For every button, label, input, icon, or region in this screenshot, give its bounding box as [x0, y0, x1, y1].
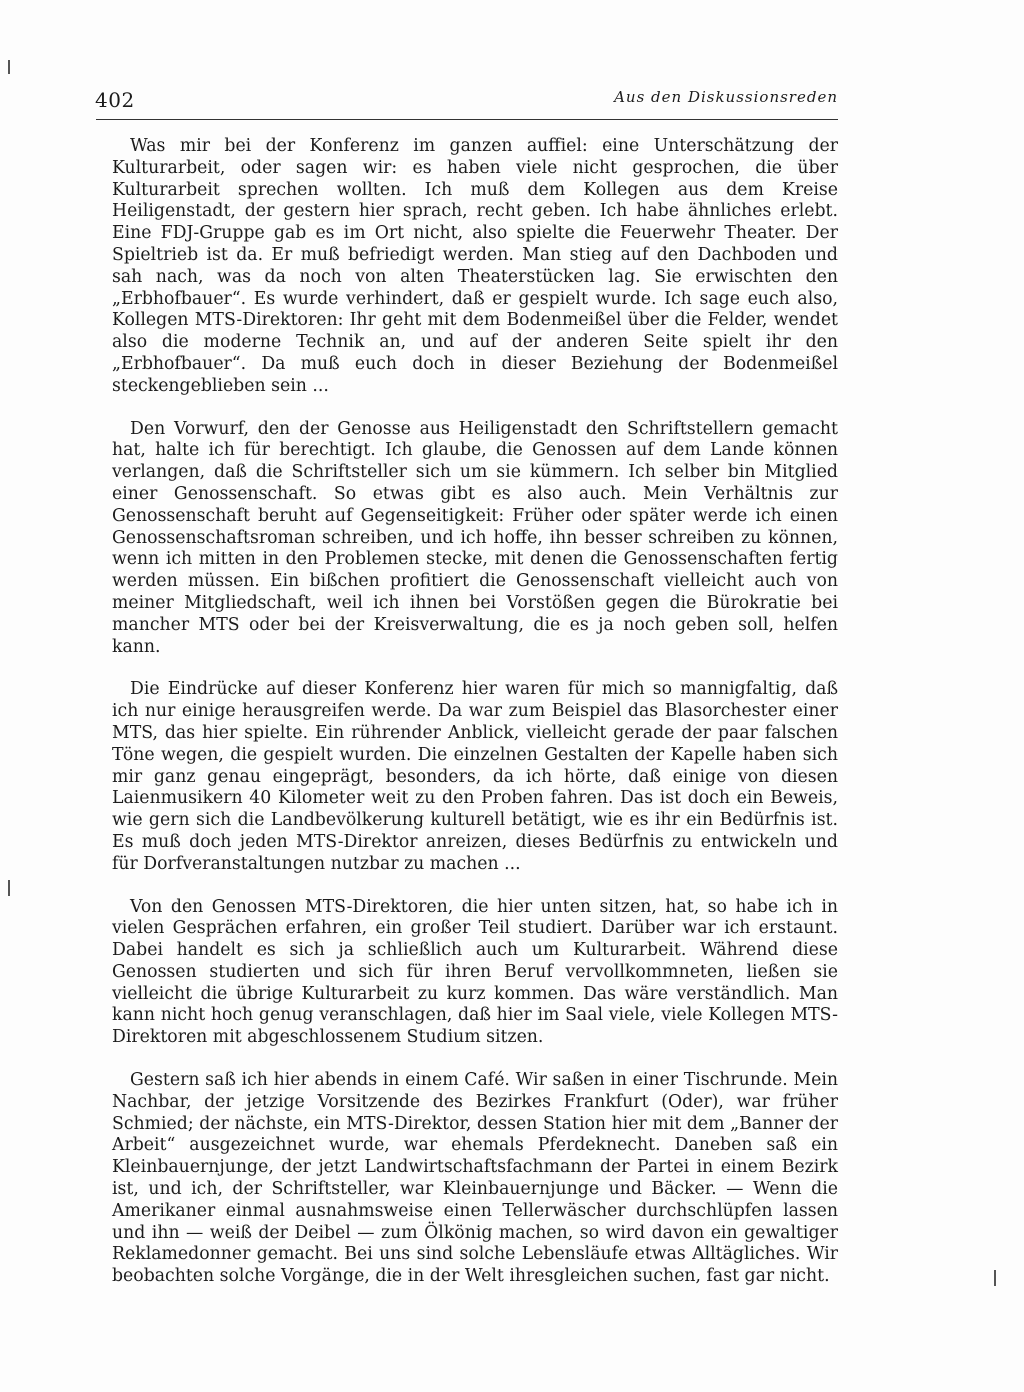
header-rule: [96, 119, 838, 120]
margin-mark-left-bottom: [8, 880, 10, 896]
paragraph-3: Die Eindrücke auf dieser Konferenz hier waren für mich so mannigfaltig, daß ich nur einige herausgreifen werde. Da war zum Beispiel das Blasorchester einer MTS, das hier spielte. Ein rührender Anblick, vielleicht gerade der paar falschen Töne wegen, die gespielt wurden. Die einzelnen Gestalten der Kapelle haben sich mir ganz genau eingeprägt, besonders, da ich hörte, daß einige von diesen Laienmusikern 40 Kilometer weit zu den Proben fahren. Das ist doch ein Beweis, wie gern sich die Landbevölkerung kulturell betätigt, wie es ihr ein Bedürfnis ist. Es muß doch jeden MTS-Direktor anreizen, dieses Bedürfnis zu entwickeln und für Dorfveranstaltungen nutzbar zu machen ...: [112, 679, 838, 874]
margin-mark-left-top: [8, 60, 10, 74]
margin-mark-right: [994, 1270, 996, 1286]
paragraph-4: Von den Genossen MTS-Direktoren, die hier unten sitzen, hat, so habe ich in vielen Gesprächen erfahren, ein großer Teil studiert. Darüber war ich erstaunt. Dabei handelt es sich ja schließlich auch um Kulturarbeit. Während diese Genossen studierten und sich für ihren Beruf vervollkommneten, ließen sie vielleicht die übrige Kulturarbeit zu kurz kommen. Das wäre verständlich. Man kann nicht hoch genug veranschlagen, daß hier im Saal viele, viele Kollegen MTS-Direktoren mit abgeschlossenem Studium sitzen.: [112, 896, 838, 1048]
paragraph-5: Gestern saß ich hier abends in einem Café. Wir saßen in einer Tischrunde. Mein Nachbar, der jetzige Vorsitzende des Bezirkes Frankfurt (Oder), war früher Schmied; der nächste, ein MTS-Direktor, dessen Station hier mit dem „Banner der Arbeit“ ausgezeichnet wurde, war ehemals Pferdeknecht. Daneben saß ein Kleinbauernjunge, der jetzt Landwirtschaftsfachmann der Partei in einem Bezirk ist, und ich, der Schriftsteller, war Kleinbauernjunge und Bäcker. — Wenn die Amerikaner einmal ausnahmsweise einen Tellerwäscher durchschlüpfen lassen und ihn — weiß der Deibel — zum Ölkönig machen, so wird davon ein gewaltiger Reklamedonner gemacht. Bei uns sind solche Lebensläufe etwas Alltägliches. Wir beobachten solche Vorgänge, die in der Welt ihresgleichen suchen, fast gar nicht.: [112, 1070, 838, 1287]
paragraph-1: Was mir bei der Konferenz im ganzen auffiel: eine Unterschätzung der Kulturarbeit, oder sagen wir: es haben viele nicht gesprochen, die über Kulturarbeit sprechen wollten. Ich muß dem Kollegen aus dem Kreise Heiligenstadt, der gestern hier sprach, recht geben. Ich habe ähnliches erlebt. Eine FDJ-Gruppe gab es im Ort nicht, also spielte die Feuerwehr Theater. Der Spieltrieb ist da. Er muß befriedigt werden. Man stieg auf den Dachboden und sah nach, was da noch von alten Theaterstücken lag. Sie erwischten den „Erbhofbauer“. Es wurde verhindert, daß er gespielt wurde. Ich sage euch also, Kollegen MTS-Direktoren: Ihr geht mit dem Bodenmeißel über die Felder, wendet also die moderne Technik an, und auf der anderen Seite spielt ihr den „Erbhofbauer“. Da muß euch doch in dieser Beziehung der Bodenmeißel steckengeblieben sein ...: [112, 136, 838, 396]
running-head: Aus den Diskussionsreden: [614, 88, 838, 106]
body-text: [112, 136, 838, 1309]
page-number: 402: [95, 88, 135, 112]
paragraph-2: Den Vorwurf, den der Genosse aus Heiligenstadt den Schriftstellern gemacht hat, halte ich für berechtigt. Ich glaube, die Genossen auf dem Lande können verlangen, daß die Schriftsteller sich um sie kümmern. Ich selber bin Mitglied einer Genossenschaft. So etwas gibt es also auch. Mein Verhältnis zur Genossenschaft beruht auf Gegenseitigkeit: Früher oder später werde ich einen Genossenschaftsroman schreiben, und ich hoffe, ihn besser schreiben zu können, wenn ich mitten in den Problemen stecke, mit denen die Genossenschaften fertig werden müssen. Ein bißchen profitiert die Genossenschaft vielleicht auch von meiner Mitgliedschaft, weil ich ihnen bei Vorstößen gegen die Bürokratie bei mancher MTS oder bei der Kreisverwaltung, die es ja noch geben soll, helfen kann.: [112, 418, 838, 657]
